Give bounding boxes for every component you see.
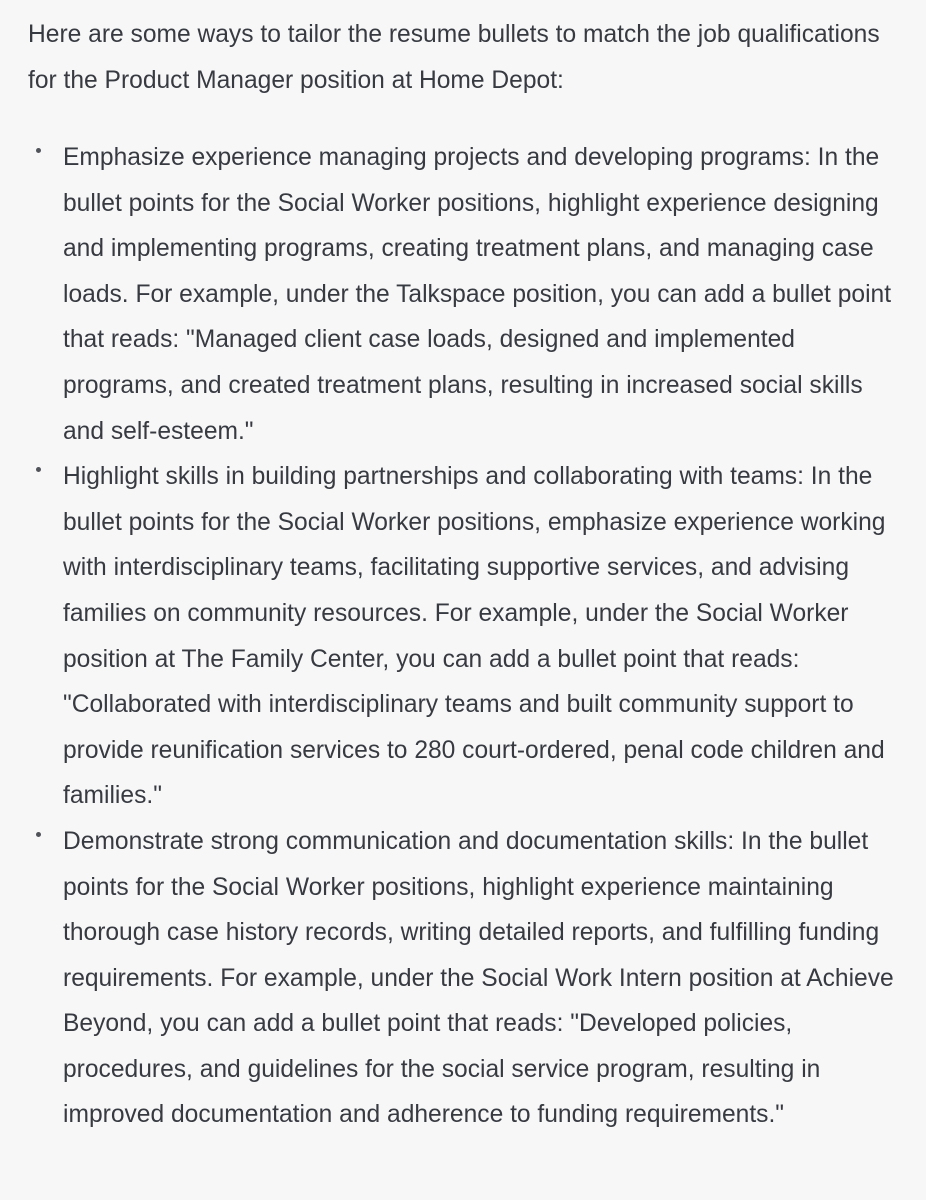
- bullet-dot-icon: [36, 467, 41, 472]
- bullet-list: [0, 135, 926, 1138]
- bullet-item-2: [0, 454, 908, 819]
- bullet-text: Emphasize experience managing projects and developing programs: In the bullet points for the Social Worker positions, highlight experience designing and implementing programs, creating treatment plans, and managing case loads. For example, under the Talkspace position, you can add a bullet point that reads: "Managed client case loads, designed and implemented programs, and created treatment plans, resulting in increased social skills and self-esteem.": [63, 144, 892, 445]
- bullet-text: Demonstrate strong communication and documentation skills: In the bullet points for the Social Worker positions, highlight experience maintaining thorough case history records, writing detailed reports, and fulfilling funding requirements. For example, under the Social Work Intern position at Achieve Beyond, you can add a bullet point that reads: "Developed policies, procedures, and guidelines for the social service program, resulting in improved documentation and adherence to funding requirements.": [63, 827, 894, 1129]
- intro-paragraph: Here are some ways to tailor the resume bullets to match the job qualifications for the Product Manager position at Home Depot:: [28, 21, 880, 94]
- bullet-dot-icon: [36, 832, 41, 837]
- bullet-item-1: [0, 135, 908, 454]
- bullet-item-3: [0, 819, 908, 1138]
- bullet-text: Highlight skills in building partnerships and collaborating with teams: In the bullet points for the Social Worker positions, emphasize experience working with interdisciplinary teams, facilitating supportive services, and advising families on community resources. For example, under the Social Worker position at The Family Center, you can add a bullet point that reads: "Collaborated with interdisciplinary teams and built community support to provide reunification services to 280 court-ordered, penal code children and families.": [63, 463, 886, 810]
- bullet-dot-icon: [36, 148, 41, 153]
